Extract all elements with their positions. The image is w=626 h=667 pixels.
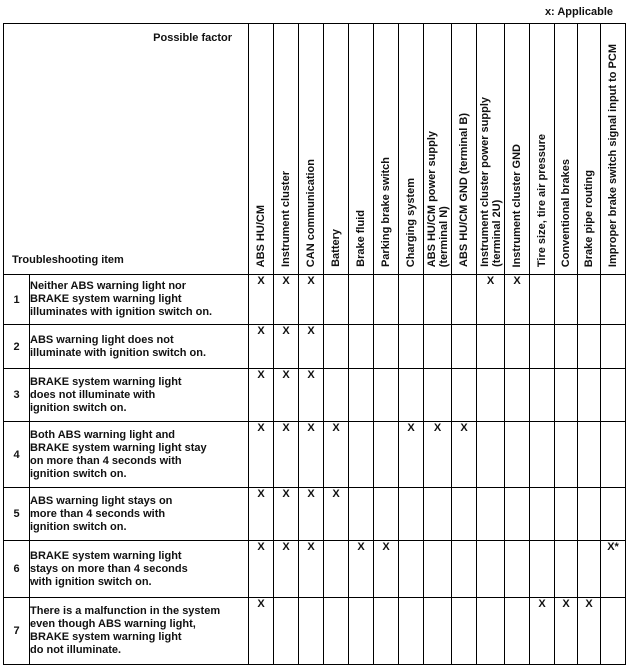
applicability-mark	[555, 369, 578, 422]
applicability-mark	[349, 369, 374, 422]
applicability-mark	[424, 275, 452, 325]
applicability-mark	[374, 369, 399, 422]
factor-header-1	[249, 24, 274, 275]
applicability-mark	[477, 488, 505, 541]
row-number: 3	[4, 369, 30, 422]
applicability-mark	[452, 488, 477, 541]
possible-factor-label: Possible factor	[153, 32, 232, 44]
factor-header-10	[477, 24, 505, 275]
factor-label	[511, 144, 523, 267]
row-number: 6	[4, 541, 30, 598]
applicability-mark	[530, 275, 555, 325]
troubleshooting-item-line: BRAKE system warning light	[30, 631, 182, 643]
table-row	[4, 541, 626, 598]
factor-label-line: Conventional brakes	[560, 158, 572, 267]
troubleshooting-item-line: ABS warning light stays on	[30, 494, 173, 507]
factor-header-12	[530, 24, 555, 275]
applicability-mark	[374, 488, 399, 541]
troubleshooting-item-label: Troubleshooting item	[12, 254, 124, 266]
factor-header-5	[349, 24, 374, 275]
row-number: 5	[4, 488, 30, 541]
applicability-mark	[555, 325, 578, 369]
row-number: 7	[4, 598, 30, 665]
applicability-mark	[374, 598, 399, 665]
applicability-mark: X	[249, 598, 274, 665]
applicability-mark	[601, 488, 626, 541]
troubleshooting-item-line: Both ABS warning light and	[30, 428, 176, 441]
applicability-mark	[399, 369, 424, 422]
applicability-mark: X	[274, 488, 299, 541]
troubleshooting-item-line: even though ABS warning light,	[30, 618, 196, 630]
applicability-mark	[399, 488, 424, 541]
troubleshooting-item	[30, 488, 249, 541]
applicability-mark	[349, 275, 374, 325]
factor-label-line: (terminal 2U)	[490, 199, 503, 267]
applicability-mark: X	[505, 275, 530, 325]
corner-header-cell	[4, 24, 249, 275]
troubleshooting-item	[30, 275, 249, 325]
factor-label	[355, 210, 367, 267]
applicability-mark	[374, 275, 399, 325]
troubleshooting-item-line: BRAKE system warning light	[30, 293, 182, 305]
applicability-mark: X	[299, 275, 324, 325]
factor-label-line: Parking brake switch	[380, 156, 392, 267]
applicability-mark	[505, 488, 530, 541]
factor-header-6	[374, 24, 399, 275]
applicability-mark: X	[477, 275, 505, 325]
factor-label-line: CAN communication	[305, 158, 317, 267]
factor-label-line: Instrument cluster power supply	[478, 97, 491, 267]
troubleshooting-item-line: There is a malfunction in the system	[30, 605, 221, 617]
applicability-mark	[452, 541, 477, 598]
factor-label	[607, 44, 619, 267]
applicability-mark	[601, 275, 626, 325]
applicability-mark	[324, 369, 349, 422]
factor-label	[426, 131, 450, 267]
troubleshooting-item-line: Neither ABS warning light nor	[30, 280, 187, 292]
applicability-mark	[578, 369, 601, 422]
applicability-mark	[505, 422, 530, 488]
applicability-mark	[477, 369, 505, 422]
applicability-mark: X	[578, 598, 601, 665]
troubleshooting-item-line: stays on more than 4 seconds	[30, 562, 188, 575]
applicability-mark: X	[299, 325, 324, 369]
factor-header-row	[4, 24, 626, 275]
applicability-mark	[477, 325, 505, 369]
applicability-mark	[477, 541, 505, 598]
table-row	[4, 369, 626, 422]
factor-label-line: (terminal N)	[437, 205, 450, 267]
applicability-mark: X	[324, 422, 349, 488]
applicability-mark	[399, 541, 424, 598]
applicability-mark: X	[452, 422, 477, 488]
factor-label-line: Instrument cluster GND	[511, 143, 523, 267]
factor-label	[458, 113, 470, 267]
troubleshooting-item	[30, 541, 249, 598]
applicability-mark	[424, 598, 452, 665]
factor-label-line: Brake fluid	[355, 210, 367, 267]
applicability-mark	[324, 275, 349, 325]
row-number: 4	[4, 422, 30, 488]
troubleshooting-item	[30, 325, 249, 369]
factor-header-14	[578, 24, 601, 275]
applicability-mark	[477, 422, 505, 488]
troubleshooting-item-line: ignition switch on.	[30, 520, 127, 533]
applicability-mark	[452, 275, 477, 325]
applicability-mark	[349, 325, 374, 369]
applicability-mark: X	[274, 369, 299, 422]
applicability-mark: X	[299, 422, 324, 488]
factor-label	[405, 178, 417, 267]
applicability-mark	[530, 369, 555, 422]
applicability-mark	[530, 541, 555, 598]
troubleshooting-item-line: ABS warning light does not	[30, 333, 174, 346]
applicability-mark: X	[249, 275, 274, 325]
factor-header-2	[274, 24, 299, 275]
factor-label	[479, 97, 503, 267]
applicability-mark	[578, 325, 601, 369]
applicability-mark	[299, 598, 324, 665]
applicability-mark	[324, 541, 349, 598]
troubleshooting-item-line: does not illuminate with	[30, 388, 156, 401]
applicability-mark: X	[530, 598, 555, 665]
table-row	[4, 422, 626, 488]
factor-label-line: ABS HU/CM GND (terminal B)	[458, 112, 470, 267]
applicability-mark	[452, 598, 477, 665]
troubleshooting-item-line: on more than 4 seconds with	[30, 454, 182, 467]
table-row	[4, 275, 626, 325]
applicability-mark	[601, 598, 626, 665]
troubleshooting-item-line: illuminates with ignition switch on.	[30, 306, 213, 318]
applicability-mark	[424, 325, 452, 369]
applicability-mark: X	[249, 422, 274, 488]
applicability-mark	[349, 598, 374, 665]
troubleshooting-item-line: ignition switch on.	[30, 467, 127, 480]
factor-label-line: ABS HU/CM	[255, 204, 267, 267]
applicability-mark	[530, 325, 555, 369]
table-row	[4, 488, 626, 541]
troubleshooting-item-line: do not illuminate.	[30, 644, 122, 656]
factor-label-line: Instrument cluster	[280, 171, 292, 267]
applicability-mark: X	[274, 541, 299, 598]
applicability-mark: X	[274, 325, 299, 369]
applicability-mark: X	[349, 541, 374, 598]
factor-label	[380, 157, 392, 267]
applicability-mark	[324, 325, 349, 369]
applicability-mark	[399, 275, 424, 325]
applicability-mark: X	[399, 422, 424, 488]
factor-header-3	[299, 24, 324, 275]
applicability-mark: X	[249, 325, 274, 369]
factor-label	[305, 159, 317, 267]
troubleshooting-item-line: with ignition switch on.	[30, 575, 152, 588]
applicability-mark	[399, 325, 424, 369]
applicability-mark	[555, 488, 578, 541]
applicability-mark	[601, 369, 626, 422]
applicability-mark	[349, 488, 374, 541]
factor-label	[280, 171, 292, 267]
applicability-mark	[452, 325, 477, 369]
factor-label-line: Brake pipe routing	[583, 169, 595, 267]
applicability-mark	[374, 422, 399, 488]
factor-header-11	[505, 24, 530, 275]
troubleshooting-item	[30, 422, 249, 488]
applicability-mark	[555, 541, 578, 598]
row-number: 1	[4, 275, 30, 325]
applicability-mark	[374, 325, 399, 369]
troubleshooting-item-line: BRAKE system warning light	[30, 549, 182, 562]
factor-label	[560, 159, 572, 267]
troubleshooting-item-line: BRAKE system warning light stay	[30, 441, 207, 454]
applicability-mark	[452, 369, 477, 422]
applicable-legend: x: Applicable	[544, 6, 613, 18]
applicability-mark	[424, 541, 452, 598]
applicability-mark: X	[324, 488, 349, 541]
table-row	[4, 598, 626, 665]
row-number: 2	[4, 325, 30, 369]
table-row	[4, 325, 626, 369]
factor-header-9	[452, 24, 477, 275]
troubleshooting-item	[30, 369, 249, 422]
applicability-mark	[477, 598, 505, 665]
factor-header-13	[555, 24, 578, 275]
applicability-mark: X	[249, 369, 274, 422]
applicability-mark: X	[299, 369, 324, 422]
applicability-mark	[505, 325, 530, 369]
applicability-mark	[530, 488, 555, 541]
factor-label-line: Charging system	[405, 177, 417, 267]
applicability-mark	[578, 541, 601, 598]
applicability-mark: X	[274, 422, 299, 488]
applicability-mark: X	[374, 541, 399, 598]
applicability-mark: X*	[601, 541, 626, 598]
applicability-mark	[578, 488, 601, 541]
troubleshooting-matrix	[3, 23, 626, 665]
factor-label-line: ABS HU/CM power supply	[425, 130, 438, 267]
factor-header-8	[424, 24, 452, 275]
applicability-mark	[324, 598, 349, 665]
applicability-mark	[601, 325, 626, 369]
factor-label	[583, 170, 595, 267]
factor-header-7	[399, 24, 424, 275]
applicability-mark	[601, 422, 626, 488]
factor-label-line: Improper brake switch signal input to PCM	[607, 43, 619, 267]
factor-header-4	[324, 24, 349, 275]
troubleshooting-item-line: more than 4 seconds with	[30, 507, 166, 520]
applicability-mark: X	[424, 422, 452, 488]
factor-label-line: Battery	[330, 229, 342, 267]
factor-label	[536, 134, 548, 267]
applicability-mark	[505, 541, 530, 598]
applicability-mark	[555, 275, 578, 325]
troubleshooting-rows	[4, 275, 626, 665]
applicability-mark: X	[555, 598, 578, 665]
applicability-mark	[399, 598, 424, 665]
applicability-mark	[274, 598, 299, 665]
factor-label	[330, 229, 342, 267]
troubleshooting-item	[30, 598, 249, 665]
applicability-mark	[530, 422, 555, 488]
applicability-mark	[505, 598, 530, 665]
applicability-mark	[578, 275, 601, 325]
applicability-mark	[424, 488, 452, 541]
factor-header-15	[601, 24, 626, 275]
applicability-mark: X	[249, 541, 274, 598]
factor-label	[255, 205, 267, 267]
troubleshooting-item-line: ignition switch on.	[30, 401, 127, 414]
applicability-mark: X	[299, 488, 324, 541]
applicability-mark	[578, 422, 601, 488]
troubleshooting-item-line: illuminate with ignition switch on.	[30, 346, 206, 359]
applicability-mark: X	[299, 541, 324, 598]
factor-label-line: Tire size, tire air pressure	[536, 133, 548, 267]
applicability-mark	[505, 369, 530, 422]
applicability-mark: X	[274, 275, 299, 325]
applicability-mark	[424, 369, 452, 422]
troubleshooting-item-line: BRAKE system warning light	[30, 375, 182, 388]
applicability-mark	[555, 422, 578, 488]
applicability-mark	[349, 422, 374, 488]
applicability-mark: X	[249, 488, 274, 541]
